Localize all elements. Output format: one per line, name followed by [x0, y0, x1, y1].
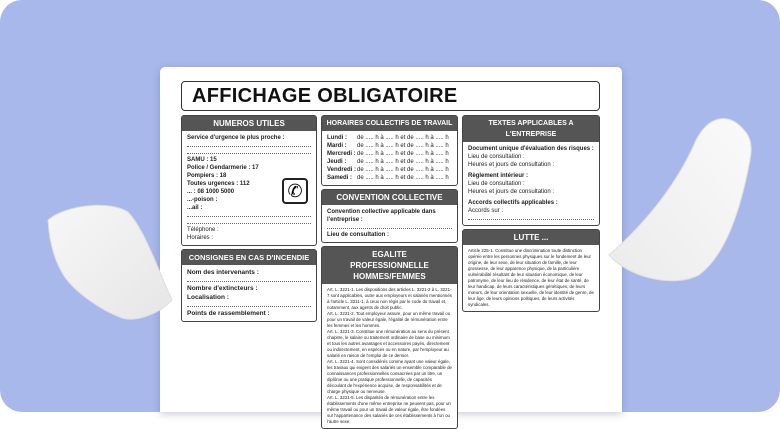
time-slot: de ..... h à ..... h et de ..... h à ..... h [357, 175, 449, 181]
label: Police / Gendarmerie : 17 [187, 165, 259, 171]
section-horaires [321, 115, 458, 186]
section-header: EGALITE PROFESSIONNELLE HOMMES/FEMMES [322, 247, 457, 284]
label: Nombre d'extincteurs : [187, 285, 258, 292]
label: Horaires : [187, 235, 214, 241]
legal-paragraph: Art. L. 3221-4. Sont considérés comme ayant une valeur égale, les travaux qui exigent des salariés un ensemble comparable de connaissances professionnelles consacrées par un titre, un diplôme ou une pratique professionnelle, de capacités découlant de l'expérience acquise, de responsabilités et de charge physique ou nerveuse. [327, 359, 452, 394]
time-slot: de ..... h à ..... h et de ..... h à ..... h [357, 167, 449, 173]
poster-sheet [160, 67, 622, 424]
section-egalite [321, 246, 458, 429]
right-column [462, 115, 600, 312]
left-column [181, 115, 317, 322]
day-label: Mardi : [327, 143, 347, 149]
legal-paragraph: Art. L. 3221-5. Les disparités de rémunération entre les établissements d'une même entreprise ne peuvent pas, pour un même travail ou pour un travail de valeur égale, être fondées sur l'appartenance des salariés de ces établissements à l'un ou l'autre sexe. [327, 395, 451, 424]
schedule-row [327, 174, 452, 182]
section-lutte-discriminations [462, 229, 600, 312]
label: Toutes urgences : 112 [187, 181, 250, 187]
poster-title: AFFICHAGE OBLIGATOIRE [181, 81, 600, 111]
section-numeros-utiles [181, 115, 317, 246]
schedule-row [327, 150, 452, 158]
time-slot: de ..... h à ..... h et de ..... h à ..... h [357, 159, 449, 165]
day-label: Samedi : [327, 175, 353, 181]
section-header: NUMEROS UTILES [182, 116, 316, 131]
label: ... : 08 1000 5000 [187, 189, 235, 195]
label: Localisation : [187, 294, 229, 301]
label: Lieu de consultation : [468, 181, 525, 187]
day-label: Jeudi : [327, 159, 347, 165]
label: SAMU : 15 [187, 157, 217, 163]
label: ...-poison : [187, 197, 218, 203]
schedule-row [327, 134, 452, 142]
phone-icon: ✆ [282, 178, 308, 204]
label: Document unique d'évaluation des risques : [468, 146, 594, 152]
label: Règlement intérieur : [468, 173, 529, 179]
label: Points de rassemblement : [187, 310, 270, 317]
label: Accords collectifs applicables : [468, 200, 558, 206]
label: Lieu de consultation : [468, 154, 525, 160]
label: Nom des intervenants : [187, 269, 259, 276]
day-label: Vendredi : [327, 167, 357, 173]
section-consignes-incendie [181, 249, 317, 322]
time-slot: de ..... h à ..... h et de ..... h à ..... h [357, 151, 449, 157]
section-header: TEXTES APPLICABLES A L'ENTREPRISE [463, 116, 599, 142]
schedule-row [327, 166, 452, 174]
right-paper-curl [604, 110, 754, 300]
label: Heures et jours de consultation : [468, 162, 555, 168]
label: Convention collective applicable dans l'entreprise : [327, 209, 436, 223]
label: Pompiers : 18 [187, 173, 227, 179]
section-convention [321, 189, 458, 243]
legal-paragraph: Art. L. 3221-1. Les dispositions des articles L. 3221-2 à L. 3221-7 sont applicables, outre aux employeurs et salariés mentionnés à l'article L. 3211-1, à ceux non régis par le code du travail et, notamment, aux agents de droit public. [327, 287, 452, 310]
middle-column [321, 115, 458, 429]
label: Service d'urgence le plus proche : [187, 135, 285, 141]
day-label: Mercredi : [327, 151, 356, 157]
left-paper-curl [40, 200, 175, 340]
legal-text: Article 225-1. Constitue une discrimination toute distinction opérée entre les personnes physiques sur le fondement de leur origine, de leur sexe, de leur situation de famille, de leur grossesse, de leur apparence physique, de la particulière vulnérabilité résultant de leur situation économique, de leur patronyme, de leur lieu de résidence, de leur état de santé, de leur handicap, de leurs caractéristiques génétiques, de leurs mœurs, de leur orientation sexuelle, de leur identité de genre, de leur âge, de leurs opinions politiques, de leurs activités syndicales. [468, 248, 594, 307]
time-slot: de ..... h à ..... h et de ..... h à ..... h [357, 135, 449, 141]
section-textes [462, 115, 600, 226]
section-header: LUTTE ... [463, 230, 599, 245]
time-slot: de ..... h à ..... h et de ..... h à ..... h [357, 143, 449, 149]
section-header: CONVENTION COLLECTIVE [322, 190, 457, 205]
label: Accords sur : [468, 208, 504, 214]
legal-paragraph: Art. L. 3221-2. Tout employeur assure, pour un même travail ou pour un travail de valeur égale, l'égalité de rémunération entre les femmes et les hommes. [327, 311, 451, 328]
section-header: HORAIRES COLLECTIFS DE TRAVAIL [322, 116, 457, 131]
schedule-row [327, 158, 452, 166]
legal-paragraph: Art. L. 3221-3. Constitue une rémunération au sens du présent chapitre, le salaire ou traitement ordinaire de base ou minimum et tous les autres avantages et accessoires payés, directement ou indirectement, en espèces ou en nature, par l'employeur au salarié en raison de l'emploi de ce dernier. [327, 329, 450, 358]
label: Lieu de consultation : [327, 232, 390, 238]
section-header: CONSIGNES EN CAS D'INCENDIE [182, 250, 316, 265]
label: ...ail : [187, 205, 203, 211]
schedule-row [327, 142, 452, 150]
label: Téléphone : [187, 227, 219, 233]
label: Heures et jours de consultation : [468, 189, 555, 195]
day-label: Lundi : [327, 135, 347, 141]
